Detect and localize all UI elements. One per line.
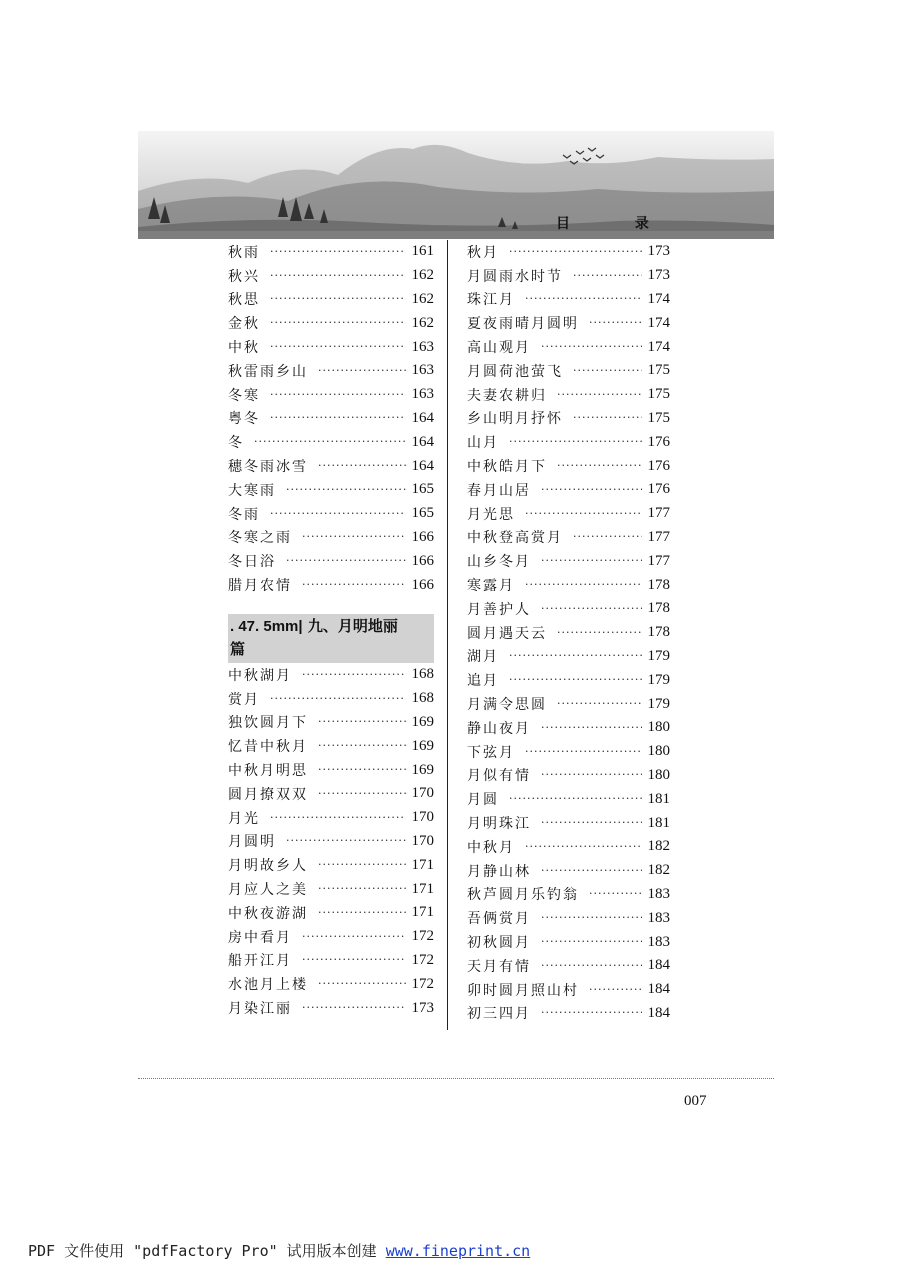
dot-leader — [525, 578, 642, 592]
entry-title: 中秋月 — [467, 839, 515, 856]
entry-title: 月善护人 — [467, 601, 531, 618]
entry-title: 秋思 — [228, 292, 260, 309]
entry-page-number: 166 — [411, 552, 434, 569]
toc-entry[interactable] — [467, 549, 670, 573]
entry-page-number: 175 — [647, 409, 670, 426]
dot-leader — [541, 554, 642, 568]
toc-entry[interactable] — [228, 806, 434, 830]
entry-page-number: 173 — [411, 999, 434, 1016]
dot-leader — [541, 911, 642, 925]
entry-page-number: 183 — [647, 909, 670, 926]
toc-entry[interactable] — [467, 764, 670, 788]
dot-leader — [509, 673, 642, 687]
entry-page-number: 179 — [647, 647, 670, 664]
dot-leader — [318, 459, 406, 473]
fineprint-link[interactable]: www.fineprint.cn — [385, 1242, 531, 1260]
entry-page-number: 177 — [647, 528, 670, 545]
entry-page-number: 171 — [411, 856, 434, 873]
entry-page-number: 173 — [647, 267, 670, 284]
entry-page-number: 174 — [647, 338, 670, 355]
dot-leader — [509, 792, 642, 806]
entry-page-number: 176 — [647, 457, 670, 474]
dot-leader — [557, 697, 642, 711]
toc-entry[interactable] — [467, 311, 670, 335]
dot-leader — [525, 292, 642, 306]
footer-divider — [138, 1078, 774, 1079]
section-code: . 47. 5mm| — [230, 617, 303, 635]
dot-leader — [318, 715, 406, 729]
entry-title: 月圆雨水时节 — [467, 268, 563, 285]
toc-entry[interactable] — [228, 830, 434, 854]
entry-page-number: 170 — [411, 785, 434, 802]
dot-leader — [270, 245, 406, 259]
entry-page-number: 172 — [411, 951, 434, 968]
entry-page-number: 177 — [647, 552, 670, 569]
toc-entry[interactable] — [228, 925, 434, 949]
entry-page-number: 184 — [647, 1004, 670, 1021]
entry-title: 穗冬雨冰雪 — [228, 459, 308, 476]
dot-leader — [318, 858, 406, 872]
entry-page-number: 162 — [411, 290, 434, 307]
dot-leader — [286, 483, 406, 497]
entry-title: 月光 — [228, 810, 260, 827]
entry-page-number: 172 — [411, 928, 434, 945]
entry-title: 中秋湖月 — [228, 667, 292, 684]
toc-entry[interactable] — [467, 811, 670, 835]
entry-title: 冬雨 — [228, 506, 260, 523]
entry-title: 湖月 — [467, 649, 499, 666]
entry-title: 下弦月 — [467, 744, 515, 761]
entry-page-number: 169 — [411, 737, 434, 754]
toc-entry[interactable] — [467, 288, 670, 312]
toc-entry[interactable] — [467, 502, 670, 526]
dot-leader — [525, 507, 642, 521]
toc-entry[interactable] — [467, 835, 670, 859]
dot-leader — [318, 906, 406, 920]
entry-page-number: 170 — [411, 809, 434, 826]
dot-leader — [270, 507, 406, 521]
dot-leader — [573, 364, 642, 378]
toc-list-autumn-winter — [228, 240, 434, 597]
entry-title: 独饮圆月下 — [228, 715, 308, 732]
entry-title: 冬 — [228, 435, 244, 452]
dot-leader — [557, 626, 642, 640]
entry-page-number: 171 — [411, 904, 434, 921]
entry-page-number: 178 — [647, 600, 670, 617]
entry-title: 月满令思圆 — [467, 697, 547, 714]
toc-left-column — [228, 240, 434, 1020]
entry-title: 秋雷雨乡山 — [228, 363, 308, 380]
dot-leader — [525, 840, 642, 854]
section-title: 九、月明地丽 — [307, 616, 398, 635]
toc-entry[interactable] — [467, 883, 670, 907]
entry-page-number: 164 — [411, 457, 434, 474]
entry-page-number: 180 — [647, 766, 670, 783]
toc-entry[interactable] — [228, 407, 434, 431]
toc-entry[interactable] — [467, 335, 670, 359]
toc-entry[interactable] — [467, 716, 670, 740]
entry-title: 大寒雨 — [228, 482, 276, 499]
dot-leader — [302, 668, 406, 682]
entry-page-number: 182 — [647, 862, 670, 879]
toc-entry[interactable] — [467, 597, 670, 621]
toc-entry[interactable] — [467, 621, 670, 645]
toc-entry[interactable] — [228, 758, 434, 782]
entry-title: 天月有情 — [467, 958, 531, 975]
entry-title: 乡山明月抒怀 — [467, 411, 563, 428]
entry-page-number: 168 — [411, 690, 434, 707]
entry-title: 追月 — [467, 673, 499, 690]
entry-page-number: 183 — [647, 885, 670, 902]
toc-entry[interactable] — [228, 430, 434, 454]
dot-leader — [286, 834, 406, 848]
dot-leader — [541, 721, 642, 735]
entry-page-number: 163 — [411, 338, 434, 355]
dot-leader — [318, 977, 406, 991]
dot-leader — [318, 739, 406, 753]
dot-leader — [541, 340, 642, 354]
toc-entry[interactable] — [228, 526, 434, 550]
entry-page-number: 163 — [411, 386, 434, 403]
entry-page-number: 163 — [411, 362, 434, 379]
entry-title: 月圆明 — [228, 834, 276, 851]
dot-leader — [589, 887, 642, 901]
toc-entry[interactable] — [467, 407, 670, 431]
toc-entry[interactable] — [228, 311, 434, 335]
dot-leader — [270, 269, 406, 283]
entry-title: 中秋登高赏月 — [467, 530, 563, 547]
toc-entry[interactable] — [467, 787, 670, 811]
toc-entry[interactable] — [467, 930, 670, 954]
dot-leader — [541, 864, 642, 878]
dot-leader — [541, 816, 642, 830]
toc-entry[interactable] — [228, 478, 434, 502]
entry-title: 卯时圆月照山村 — [467, 982, 579, 999]
entry-title: 粤冬 — [228, 411, 260, 428]
toc-entry[interactable] — [228, 996, 434, 1020]
entry-page-number: 184 — [647, 957, 670, 974]
toc-entry[interactable] — [467, 906, 670, 930]
toc-list-moon-continued — [467, 240, 670, 1025]
entry-title: 秋雨 — [228, 244, 260, 261]
entry-page-number: 164 — [411, 433, 434, 450]
entry-page-number: 181 — [647, 814, 670, 831]
dot-leader — [541, 1006, 642, 1020]
entry-title: 月光思 — [467, 506, 515, 523]
dot-leader — [270, 388, 406, 402]
entry-title: 月明故乡人 — [228, 858, 308, 875]
entry-title: 夫妻农耕归 — [467, 387, 547, 404]
entry-page-number: 162 — [411, 314, 434, 331]
dot-leader — [557, 388, 642, 402]
dot-leader — [318, 787, 406, 801]
dot-leader — [589, 316, 642, 330]
entry-page-number: 168 — [411, 666, 434, 683]
dot-leader — [302, 1001, 406, 1015]
entry-title: 月明珠江 — [467, 816, 531, 833]
entry-title: 山月 — [467, 435, 499, 452]
entry-page-number: 166 — [411, 528, 434, 545]
toc-entry[interactable] — [467, 454, 670, 478]
toc-entry[interactable] — [228, 502, 434, 526]
toc-entry[interactable] — [467, 859, 670, 883]
entry-page-number: 171 — [411, 880, 434, 897]
entry-page-number: 181 — [647, 790, 670, 807]
dot-leader — [589, 983, 642, 997]
entry-title: 中秋 — [228, 340, 260, 357]
entry-page-number: 162 — [411, 267, 434, 284]
entry-page-number: 183 — [647, 933, 670, 950]
toc-entry[interactable] — [467, 359, 670, 383]
section-title-continued: 篇 — [230, 639, 246, 658]
entry-page-number: 165 — [411, 481, 434, 498]
toc-list-moon — [228, 663, 434, 1020]
toc-entry[interactable] — [228, 877, 434, 901]
entry-page-number: 179 — [647, 671, 670, 688]
toc-entry[interactable] — [228, 663, 434, 687]
entry-page-number: 176 — [647, 433, 670, 450]
dot-leader — [318, 763, 406, 777]
entry-page-number: 170 — [411, 832, 434, 849]
toc-entry[interactable] — [467, 645, 670, 669]
pdf-watermark-footer — [28, 1240, 530, 1261]
toc-entry[interactable] — [228, 782, 434, 806]
dot-leader — [318, 364, 406, 378]
pdf-footer-text: PDF 文件使用 "pdfFactory Pro" 试用版本创建 — [28, 1242, 386, 1260]
dot-leader — [509, 435, 642, 449]
dot-leader — [286, 554, 406, 568]
toc-entry[interactable] — [467, 978, 670, 1002]
entry-title: 忆昔中秋月 — [228, 739, 308, 756]
dot-leader — [541, 935, 642, 949]
entry-page-number: 179 — [647, 695, 670, 712]
entry-title: 月应人之美 — [228, 882, 308, 899]
toc-entry[interactable] — [228, 853, 434, 877]
toc-entry[interactable] — [467, 240, 670, 264]
entry-page-number: 184 — [647, 981, 670, 998]
toc-entry[interactable] — [467, 668, 670, 692]
entry-page-number: 180 — [647, 719, 670, 736]
entry-title: 寒露月 — [467, 578, 515, 595]
toc-entry[interactable] — [467, 526, 670, 550]
entry-page-number: 172 — [411, 975, 434, 992]
entry-page-number: 175 — [647, 362, 670, 379]
entry-title: 中秋月明思 — [228, 763, 308, 780]
dot-leader — [270, 692, 406, 706]
entry-title: 船开江月 — [228, 953, 292, 970]
page-title: 目 录 — [556, 216, 679, 232]
toc-entry[interactable] — [228, 335, 434, 359]
dot-leader — [541, 768, 642, 782]
toc-entry[interactable] — [228, 454, 434, 478]
entry-title: 山乡冬月 — [467, 554, 531, 571]
dot-leader — [318, 882, 406, 896]
toc-entry[interactable] — [467, 1002, 670, 1026]
dot-leader — [270, 292, 406, 306]
toc-entry[interactable] — [467, 430, 670, 454]
entry-page-number: 180 — [647, 743, 670, 760]
dot-leader — [541, 959, 642, 973]
page-number: 007 — [684, 1093, 707, 1109]
toc-entry[interactable] — [467, 954, 670, 978]
entry-title: 冬日浴 — [228, 554, 276, 571]
entry-page-number: 178 — [647, 576, 670, 593]
dot-leader — [509, 245, 642, 259]
section-heading — [228, 614, 434, 663]
entry-title: 秋芦圆月乐钓翁 — [467, 887, 579, 904]
toc-entry[interactable] — [228, 573, 434, 597]
entry-page-number: 173 — [647, 243, 670, 260]
entry-title: 水池月上楼 — [228, 977, 308, 994]
entry-title: 月圆荷池萤飞 — [467, 363, 563, 380]
entry-title: 月静山林 — [467, 863, 531, 880]
entry-title: 月染江丽 — [228, 1001, 292, 1017]
entry-title: 初秋圆月 — [467, 935, 531, 951]
entry-title: 圆月遇天云 — [467, 625, 547, 642]
dot-leader — [557, 459, 642, 473]
entry-title: 腊月农情 — [228, 578, 292, 595]
toc-right-column — [467, 240, 670, 1025]
toc-entry[interactable] — [467, 692, 670, 716]
entry-page-number: 164 — [411, 409, 434, 426]
entry-title: 中秋夜游湖 — [228, 905, 308, 922]
dot-leader — [302, 930, 406, 944]
toc-entry[interactable] — [467, 478, 670, 502]
entry-title: 房中看月 — [228, 929, 292, 946]
dot-leader — [541, 602, 642, 616]
entry-page-number: 177 — [647, 505, 670, 522]
toc-entry[interactable] — [228, 264, 434, 288]
dot-leader — [509, 649, 642, 663]
toc-entry[interactable] — [228, 972, 434, 996]
entry-title: 赏月 — [228, 691, 260, 708]
toc-entry[interactable] — [228, 901, 434, 925]
dot-leader — [573, 269, 642, 283]
entry-page-number: 165 — [411, 505, 434, 522]
entry-title: 冬寒 — [228, 387, 260, 404]
entry-title: 月似有情 — [467, 768, 531, 785]
toc-entry[interactable] — [228, 359, 434, 383]
entry-title: 中秋皓月下 — [467, 459, 547, 476]
toc-entry[interactable] — [467, 573, 670, 597]
entry-title: 冬寒之雨 — [228, 530, 292, 547]
column-divider — [447, 240, 448, 1030]
toc-entry[interactable] — [228, 687, 434, 711]
entry-title: 珠江月 — [467, 292, 515, 309]
dot-leader — [302, 953, 406, 967]
entry-page-number: 169 — [411, 713, 434, 730]
entry-title: 春月山居 — [467, 482, 531, 499]
entry-page-number: 166 — [411, 576, 434, 593]
toc-entry[interactable] — [228, 711, 434, 735]
dot-leader — [270, 811, 406, 825]
entry-title: 月圆 — [467, 792, 499, 809]
toc-entry[interactable] — [228, 383, 434, 407]
dot-leader — [573, 530, 642, 544]
entry-page-number: 161 — [411, 243, 434, 260]
entry-title: 秋月 — [467, 244, 499, 261]
entry-title: 夏夜雨晴月圆明 — [467, 316, 579, 333]
dot-leader — [254, 435, 406, 449]
entry-title: 金秋 — [228, 316, 260, 333]
entry-page-number: 178 — [647, 624, 670, 641]
entry-title: 初三四月 — [467, 1006, 531, 1023]
entry-page-number: 176 — [647, 481, 670, 498]
dot-leader — [573, 411, 642, 425]
dot-leader — [270, 411, 406, 425]
entry-page-number: 169 — [411, 761, 434, 778]
toc-entry[interactable] — [228, 734, 434, 758]
toc-entry[interactable] — [228, 240, 434, 264]
dot-leader — [270, 316, 406, 330]
entry-page-number: 174 — [647, 314, 670, 331]
toc-entry[interactable] — [228, 949, 434, 973]
entry-title: 秋兴 — [228, 268, 260, 285]
toc-entry[interactable] — [467, 264, 670, 288]
toc-entry[interactable] — [228, 549, 434, 573]
dot-leader — [541, 483, 642, 497]
entry-page-number: 174 — [647, 290, 670, 307]
entry-title: 静山夜月 — [467, 720, 531, 737]
entry-title: 圆月撩双双 — [228, 786, 308, 803]
toc-entry[interactable] — [467, 740, 670, 764]
dot-leader — [302, 578, 406, 592]
dot-leader — [270, 340, 406, 354]
toc-entry[interactable] — [467, 383, 670, 407]
toc-entry[interactable] — [228, 288, 434, 312]
entry-page-number: 175 — [647, 386, 670, 403]
entry-page-number: 182 — [647, 838, 670, 855]
dot-leader — [525, 745, 642, 759]
dot-leader — [302, 530, 406, 544]
entry-title: 高山观月 — [467, 340, 531, 357]
landscape-banner — [138, 131, 774, 239]
entry-title: 吾俩赏月 — [467, 911, 531, 928]
